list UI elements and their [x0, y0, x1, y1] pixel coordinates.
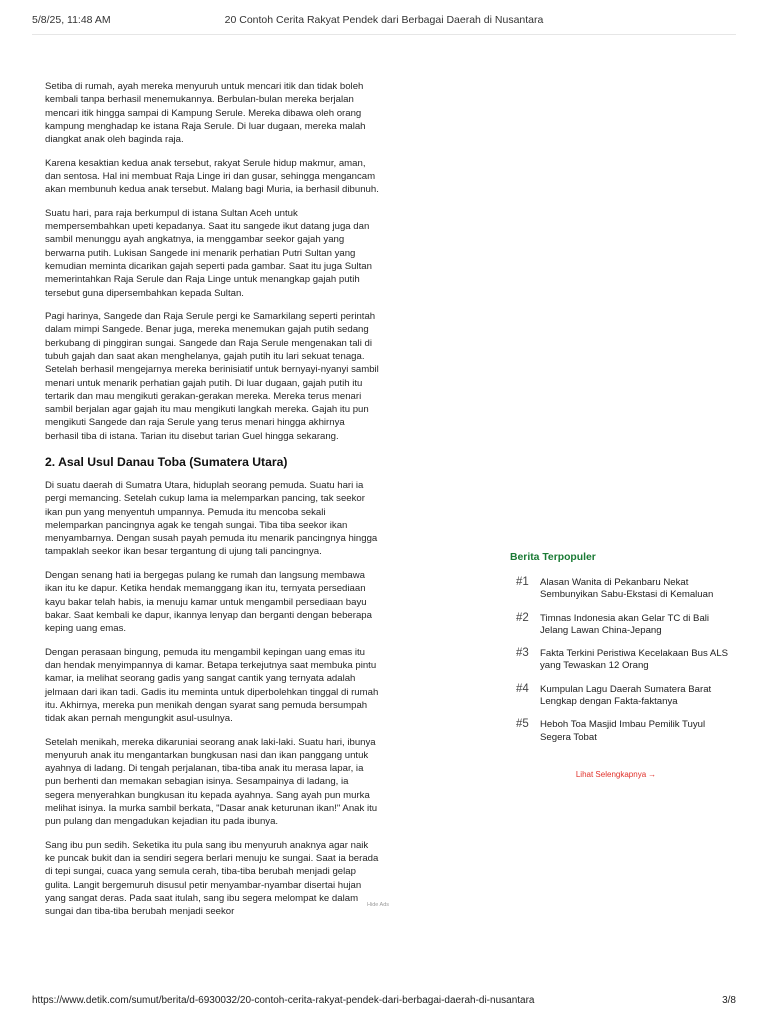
article-paragraph: Setelah menikah, mereka dikaruniai seorang anak laki-laki. Suatu hari, ibunya menyuruh anak itu mengantarkan bungkusan nasi dan ikan panggang untuk ayahnya di ladang. Di tengah perjalanan, tiba-tiba anak itu merasa lapar, ia pun berhenti dan memakan sebagian isinya. Sesampainya di ladang, ia segera menyerahkan bungkusan itu kepada ayahnya. Sang ayah pun murka melihat isinya. Ia murka sambil berkata, "Dasar anak keturunan ikan!" Anak itu pun pulang dan mengadukan kejadian itu pada ibunya. [45, 736, 378, 828]
print-header [32, 14, 736, 28]
see-more-link[interactable] [510, 770, 730, 779]
hide-ads-link[interactable]: Hide Ads [367, 902, 390, 908]
arrow-right-icon: → [648, 769, 657, 779]
news-headline-link[interactable]: Timnas Indonesia akan Gelar TC di Bali Jelang Lawan China-Jepang [540, 612, 710, 636]
article-paragraph: Sang ibu pun sedih. Seketika itu pula sang ibu menyuruh anaknya agar naik ke puncak bukit dan ia sendiri segera berlari menuju ke sungai. Saat ia berada di tepi sungai, cuaca yang semula cerah, tiba-tiba berubah menjadi gelap gulita. Langit bergemuruh disusul petir menyambar-nyambar disertai hujan yang sangat deras. Pada saat itulah, sang ibu segera melompat ke dalam sungai dan tiba-tiba berubah menjadi seekor [45, 839, 379, 918]
print-footer [32, 995, 736, 1009]
news-headline-link[interactable]: Alasan Wanita di Pekanbaru Nekat Sembunyikan Sabu-Ekstasi di Kemaluan [540, 577, 714, 601]
article-paragraph: Dengan perasaan bingung, pemuda itu mengambil kepingan uang emas itu dan hendak menyimpannya di kamar. Betapa terkejutnya saat membuka pintu kamar, ia melihat seorang gadis yang sangat cantik yang ternyata adalah jelmaan dari ikan tadi. Gadis itu meminta untuk diperbolehkan tinggal di rumah itu. Akhirnya, mereka pun menikah dengan syarat sang pemuda bersumpah tidak akan pernah mengungkit asul-usulnya. [45, 646, 379, 725]
article-body [45, 80, 380, 929]
article-paragraph: Di suatu daerah di Sumatra Utara, hiduplah seorang pemuda. Suatu hari ia pergi memancing. Setelah cukup lama ia melemparkan pancing, tak seekor ikan pun yang menyentuh umpannya. Pemuda itu mencoba sekali melemparkan pancingnya agak ke tengah sungai. Tiba tiba seekor ikan menyambarnya. Dengan susah payah pemuda itu menarik pancingnya hingga tampaklah seekor ikan besar tergantung di ujung tali pancingnya. [45, 479, 378, 558]
popular-news-sidebar [510, 552, 730, 779]
article-paragraph: Dengan senang hati ia bergegas pulang ke rumah dan langsung membawa ikan itu ke dapur. Ketika hendak memanggang ikan itu, ternyata persediaan kayu bakar telah habis, ia menuju kamar untuk mengambil persediaan bayu bakar. Saat kembali ke dapur, ikannya lenyap dan berganti dengan beberapa keping uang emas. [45, 569, 372, 635]
article-paragraph: Pagi harinya, Sangede dan Raja Serule pergi ke Samarkilang seperti perintah dalam mimpi Sangede. Benar juga, mereka menemukan gajah putih sedang berkubang di pinggiran sungai. Sangede dan Raja Serule mengenakan tali di tubuh gajah dan saat akan menghelanya, gajah putih itu lari sekuat tenaga. Setelah berhasil mengejarnya mereka berinisiatif untuk bernyayi-nyanyi sambil menari untuk menarik perhatian gajah putih. Di luar dugaan, gajah putih itu tertarik dan mau mengikuti gerakan-gerakan mereka. Mereka terus menari sambil berjalan agar gajah itu mau mengikuti langkah mereka. Gajah itu pun mengikuti Sangede dan raja Serule yang terus menari hingga akhirnya berhasil tiba di istana. Tarian itu disebut tarian Guel hingga sekarang. [45, 311, 379, 442]
print-datetime: 5/8/25, 11:48 AM [32, 14, 111, 26]
article-paragraph: Karena kesaktian kedua anak tersebut, rakyat Serule hidup makmur, aman, dan sentosa. Hal ini membuat Raja Linge iri dan gusar, sehingga mengancam akan membunuh kedua anak tersebut. Malang bagi Muria, ia berhasil dibunuh. [45, 157, 379, 196]
sidebar-title: Berita Terpopuler [510, 552, 596, 563]
rank-number: #3 [516, 647, 529, 660]
page-number: 3/8 [722, 995, 736, 1006]
article-paragraph: Suatu hari, para raja berkumpul di istana Sultan Aceh untuk mempersembahkan upeti kepadanya. Saat itu sangede ikut datang juga dan sambil menunggu ayah angkatnya, ia menggambar seekor gajah yang berwarna putih. Lukisan Sangede ini menarik perhatian Putri Sultan yang kemudian meminta dicarikan gajah seperti pada gambar. Saat itu juga Sultan memerintahkan Raja Serule dan Raja Linge untuk menangkap gajah putih tersebut guna dipersembahkan kepada Sultan. [45, 207, 372, 299]
popular-news-item[interactable] [510, 613, 730, 638]
rank-number: #2 [516, 611, 529, 624]
article-paragraph: Setiba di rumah, ayah mereka menyuruh untuk mencari itik dan tidak boleh kembali tanpa berhasil menemukannya. Berbulan-bulan mereka berjalan mencari itik hingga sampai di Kampung Serule. Mereka dibawa oleh orang kampung menghadap ke istana Raja Serule. Di luar dugaan, mereka malah diangkat anak oleh baginda raja. [45, 81, 366, 146]
popular-news-item[interactable] [510, 719, 730, 744]
section-heading: 2. Asal Usul Danau Toba (Sumatera Utara) [45, 454, 288, 469]
news-headline-link[interactable]: Kumpulan Lagu Daerah Sumatera Barat Lengkap dengan Fakta-faktanya [540, 683, 712, 708]
popular-news-item[interactable] [510, 684, 730, 709]
rank-number: #1 [516, 576, 529, 588]
print-page-title: 20 Contoh Cerita Rakyat Pendek dari Berbagai Daerah di Nusantara [224, 14, 544, 26]
print-url: https://www.detik.com/sumut/berita/d-6930032/20-contoh-cerita-rakyat-pendek-dari-berbagai-daerah-di-nusantara [32, 995, 535, 1006]
news-headline-link[interactable]: Heboh Toa Masjid Imbau Pemilik Tuyul Segera Tobat [540, 719, 706, 743]
rank-number: #4 [516, 682, 529, 695]
header-divider [32, 34, 736, 35]
see-more-label: Lihat Selengkapnya [575, 769, 647, 779]
news-headline-link[interactable]: Fakta Terkini Peristiwa Kecelakaan Bus ALS yang Tewaskan 12 Orang [540, 648, 729, 672]
popular-news-item[interactable] [510, 577, 730, 602]
popular-news-item[interactable] [510, 648, 730, 673]
rank-number: #5 [516, 718, 529, 731]
